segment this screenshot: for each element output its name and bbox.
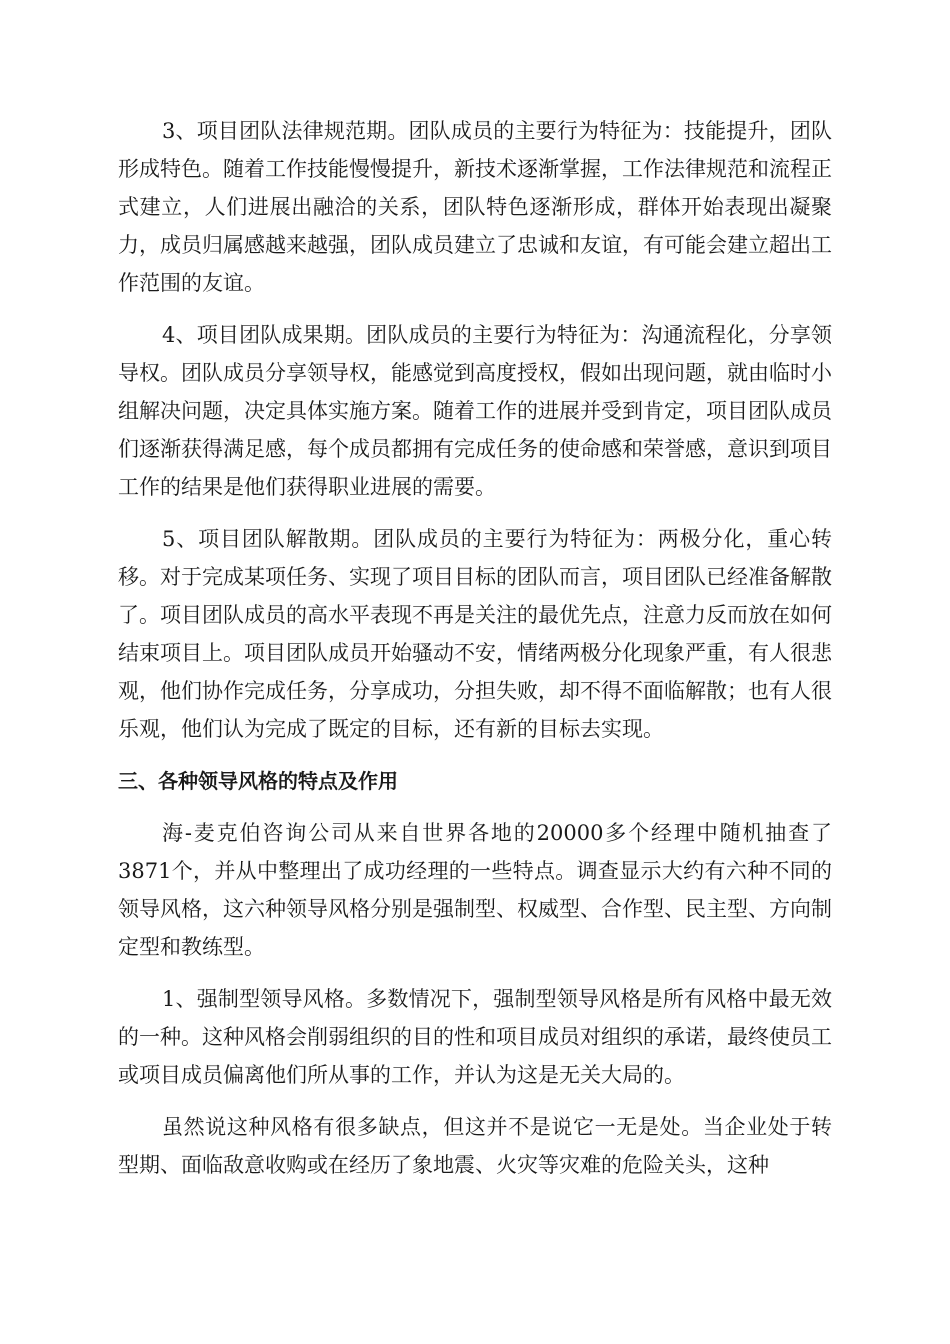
paragraph-team-adjourning-stage: 5、项目团队解散期。团队成员的主要行为特征为：两极分化，重心转移。对于完成某项任务、实现了项目目标的团队而言，项目团队已经准备解散了。项目团队成员的高水平表现不再是关注的最优先点，注意力反而放在如何结束项目上。项目团队成员开始骚动不安，情绪两极分化现象严重，有人很悲观，他们协作完成任务，分享成功，分担失败，却不得不面临解散；也有人很乐观，他们认为完成了既定的目标，还有新的目标去实现。 <box>118 527 832 741</box>
section-heading-leadership-styles: 三、各种领导风格的特点及作用 <box>118 769 398 793</box>
paragraph-survey-intro: 海-麦克伯咨询公司从来自世界各地的20000多个经理中随机抽查了3871个，并从中整理出了成功经理的一些特点。调查显示大约有六种不同的领导风格，这六种领导风格分别是强制型、权威型、合作型、民主型、方向制定型和教练型。 <box>118 821 832 959</box>
paragraph-team-norming-stage: 3、项目团队法律规范期。团队成员的主要行为特征为：技能提升，团队形成特色。随着工作技能慢慢提升，新技术逐渐掌握，工作法律规范和流程正式建立，人们进展出融洽的关系，团队特色逐渐形成，群体开始表现出凝聚力，成员归属感越来越强，团队成员建立了忠诚和友谊，有可能会建立超出工作范围的友谊。 <box>118 119 832 295</box>
document-page <box>118 112 832 1198</box>
paragraph-coercive-style-continued: 虽然说这种风格有很多缺点，但这并不是说它一无是处。当企业处于转型期、面临敌意收购或在经历了象地震、火灾等灾难的危险关头，这种 <box>118 1115 832 1177</box>
paragraph-team-performing-stage: 4、项目团队成果期。团队成员的主要行为特征为：沟通流程化，分享领导权。团队成员分享领导权，能感觉到高度授权，假如出现问题，就由临时小组解决问题，决定具体实施方案。随着工作的进展并受到肯定，项目团队成员们逐渐获得满足感，每个成员都拥有完成任务的使命感和荣誉感，意识到项目工作的结果是他们获得职业进展的需要。 <box>118 323 832 499</box>
paragraph-coercive-style: 1、强制型领导风格。多数情况下，强制型领导风格是所有风格中最无效的一种。这种风格会削弱组织的目的性和项目成员对组织的承诺，最终使员工或项目成员偏离他们所从事的工作，并认为这是无关大局的。 <box>118 987 832 1087</box>
